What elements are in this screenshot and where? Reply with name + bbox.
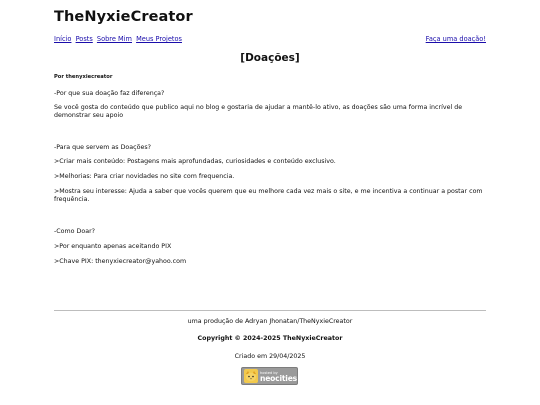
badge-neocities-label: neocities: [260, 374, 297, 383]
paragraph-purpose-content: >Criar mais conteúdo: Postagens mais aprofundadas, curiosidades e conteúdo exclusivo.: [54, 158, 336, 165]
footer-credit: uma produção de Adryan Jhonatan/TheNyxieCreator: [187, 318, 353, 325]
paragraph-purpose-interest: >Mostra seu interesse: Ajuda a saber que vocês querem que eu melhore cada vez mais o site, e me incentiva a continuar a postar com frequência.: [54, 188, 483, 204]
badge-hosted-label: hosted by: [260, 371, 278, 375]
paragraph-why-body: Se você gosta do conteúdo que publico aqui no blog e gostaria de ajudar a mantê-lo ativo, as doações são uma forma incrível de demonstrar seu apoio: [54, 104, 463, 120]
nav-link-sobre-mim[interactable]: Sobre Mim: [96, 35, 132, 43]
nav-link-meus-projetos[interactable]: Meus Projetos: [136, 35, 182, 43]
paragraph-pix-key: >Chave PIX: thenyxiecreator@yahoo.com: [54, 258, 187, 265]
nav-bar: [54, 35, 486, 43]
cat-icon: [244, 369, 258, 383]
nav-link-posts[interactable]: Posts: [75, 35, 93, 43]
paragraph-how-heading: -Como Doar?: [54, 228, 96, 235]
paragraph-purpose-heading: -Para que servem as Doações?: [54, 144, 151, 151]
site-title: TheNyxieCreator: [54, 9, 193, 25]
footer-copyright: Copyright © 2024-2025 TheNyxieCreator: [197, 335, 343, 342]
paragraph-why-heading: -Por que sua doação faz diferença?: [54, 90, 165, 97]
nav-link-donate[interactable]: Faça uma doação!: [425, 35, 486, 43]
footer-divider: [54, 310, 486, 311]
footer-created-date: Criado em 29/04/2025: [234, 353, 306, 360]
neocities-badge[interactable]: [241, 367, 298, 385]
page-title: [Doações]: [240, 52, 300, 64]
paragraph-how-pix: >Por enquanto apenas aceitando PIX: [54, 243, 172, 250]
paragraph-purpose-improvements: >Melhorias: Para criar novidades no site com frequencia.: [54, 173, 235, 180]
nav-link-inicio[interactable]: Início: [54, 35, 72, 43]
post-author: Por thenyxiecreator: [54, 74, 113, 80]
